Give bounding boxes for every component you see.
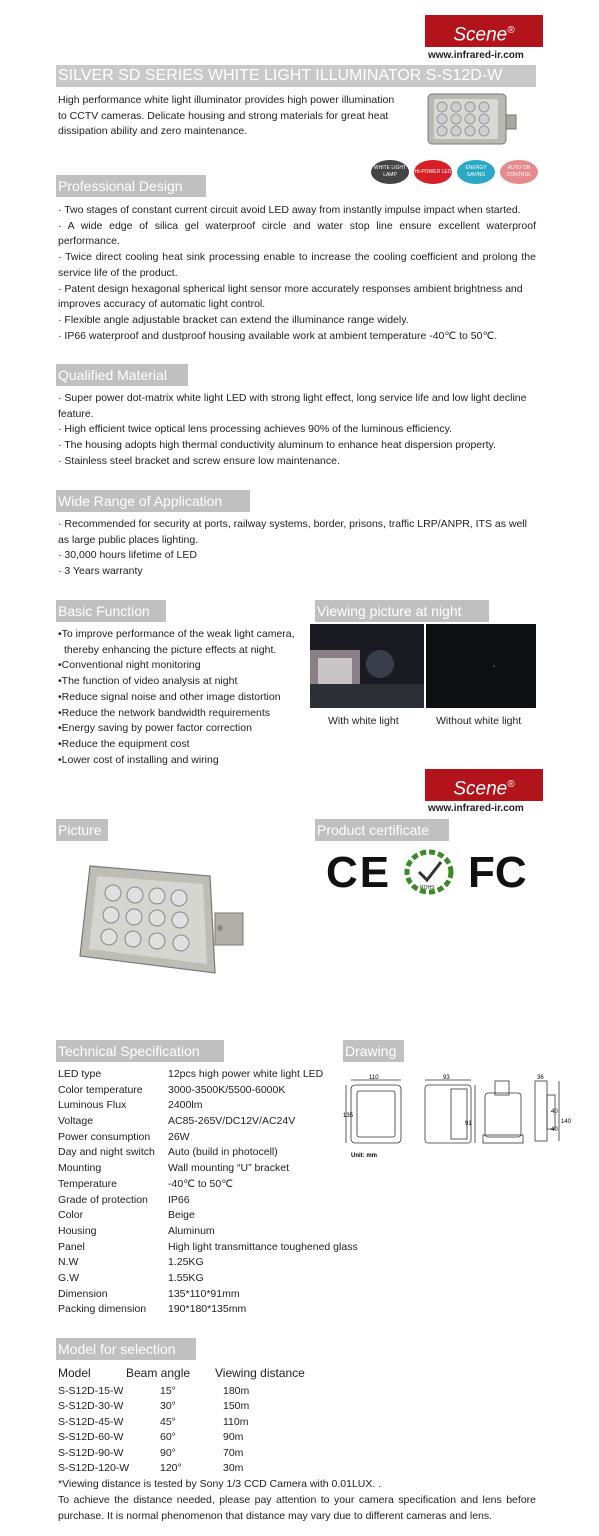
table-row: Dimension 135*110*91mm [58, 1287, 240, 1300]
night-photo-without-light [426, 624, 536, 708]
table-row: Color Beige [58, 1209, 195, 1222]
list-item: · 3 Years warranty [58, 565, 143, 578]
night-photo-with-light [310, 624, 424, 708]
list-item: •Lower cost of installing and wiring [58, 753, 219, 766]
brand-url[interactable]: www.infrared-ir.com [428, 50, 524, 61]
section-certificate-heading: Product certificate [315, 819, 449, 841]
table-row: Luminous Flux 2400lm [58, 1099, 203, 1112]
section-material-heading: Qualified Material [56, 364, 188, 386]
brand-url-2[interactable]: www.infrared-ir.com [428, 803, 524, 814]
basic-list [58, 627, 308, 768]
table-row: Grade of protection IP66 [58, 1193, 190, 1206]
models-advice: To achieve the distance needed, please pay attention to your camera specification and lens before purchase. It is normal phenomenon that distance may vary due to different cameras and lens. [58, 1494, 536, 1522]
badge-energy-saving: ENERGY SAVING [457, 160, 495, 184]
list-item: · IP66 waterproof and dustproof housing available work at ambient temperature -40℃ to 50℃. [58, 329, 498, 342]
dim-140: 140 [561, 1119, 572, 1125]
night-caption-with: With white light [328, 715, 399, 727]
list-item: · High efficient twice optical lens processing achieves 90% of the luminous efficiency. [58, 423, 452, 436]
material-list [58, 391, 536, 470]
product-thumbnail [426, 90, 521, 150]
badge-auto-control: AUTO ON CONTROL [500, 160, 538, 184]
section-professional-heading: Professional Design [56, 175, 206, 197]
dim-110: 110 [369, 1075, 379, 1081]
section-tech-heading: Technical Specification [56, 1040, 224, 1062]
section-drawing-heading: Drawing [343, 1040, 404, 1062]
table-row: Packing dimension 190*180*135mm [58, 1303, 247, 1316]
list-item: · Super power dot-matrix white light LED with strong light effect, long service life and low light decline feature. [58, 392, 527, 420]
list-item: · A wide edge of silica gel waterproof circle and water stop line ensure excellent waterproof performance. [58, 219, 536, 248]
section-basic-heading: Basic Function [56, 600, 166, 622]
list-item: •Conventional night monitoring [58, 659, 201, 672]
list-item: · Flexible angle adjustable bracket can extend the illuminance range widely. [58, 313, 409, 326]
dim-36: 36 [537, 1075, 544, 1081]
dim-40b: 40 [551, 1127, 558, 1133]
table-header: Model Beam angle Viewing distance [58, 1366, 305, 1380]
night-caption-without: Without white light [436, 715, 522, 727]
list-item: •To improve performance of the weak light camera, [58, 628, 295, 640]
table-row: S-S12D-45-W 45° 110m [58, 1415, 249, 1428]
section-application-heading: Wide Range of Application [56, 490, 250, 512]
list-item: •Reduce the equipment cost [58, 737, 190, 750]
section-models-heading: Model for selection [56, 1338, 196, 1360]
dim-135: 135 [343, 1113, 354, 1119]
badge-hi-power: HI-POWER LED [414, 160, 452, 184]
table-row: Temperature -40℃ to 50℃ [58, 1177, 234, 1190]
table-row: Panel High light transmittance toughened glass [58, 1240, 358, 1253]
table-row: S-S12D-60-W 60° 90m [58, 1431, 244, 1444]
rohs-label: ROHS [420, 885, 435, 891]
list-item: •Energy saving by power factor correction [58, 722, 252, 735]
table-row: Day and night switch Auto (build in photocell) [58, 1146, 278, 1159]
list-item: · 30,000 hours lifetime of LED [58, 549, 197, 562]
list-item: · Recommended for security at ports, railway systems, border, prisons, traffic LRP/ANPR, ITS as well as large public places lighting. [58, 518, 527, 546]
list-item: · Twice direct cooling heat sink processing enable to increase the cooling coefficient and prolong the service life of the product. [58, 251, 536, 279]
ce-mark: CE [326, 848, 392, 897]
list-item: •Reduce the network bandwidth requirements [58, 706, 271, 719]
dimension-drawing [343, 1073, 573, 1168]
list-item: thereby enhancing the picture effects at night. [64, 643, 277, 656]
models-note: *Viewing distance is tested by Sony 1/3 CCD Camera with 0.01LUX. . [58, 1478, 382, 1490]
table-row: S-S12D-120-W 120° 30m [58, 1461, 244, 1474]
list-item: · Two stages of constant current circuit avoid LED away from instantly impulse impact when started. [58, 204, 521, 216]
brand-logo-2: Scene® [425, 769, 543, 801]
brand-logo: Scene® [425, 15, 543, 47]
product-photo [75, 858, 250, 988]
dim-40a: 40 [551, 1109, 558, 1115]
table-row: Housing Aluminum [58, 1224, 215, 1237]
list-item: · Patent design hexagonal spherical light sensor more accurately responses ambient brightness and improves accuracy of automatic light control. [58, 282, 523, 311]
table-row: S-S12D-90-W 90° 70m [58, 1446, 244, 1459]
dim-91: 91 [465, 1121, 472, 1127]
models-table [58, 1366, 318, 1476]
dim-unit: Unit: mm [351, 1153, 377, 1159]
dim-93: 93 [443, 1075, 450, 1081]
table-row: N.W 1.25KG [58, 1256, 204, 1269]
table-row: G.W 1.55KG [58, 1271, 204, 1284]
table-row: LED type 12pcs high power white light LED [58, 1068, 324, 1080]
list-item: · Stainless steel bracket and screw ensure low maintenance. [58, 454, 340, 467]
table-row: Power consumption 26W [58, 1130, 190, 1143]
table-row: Voltage AC85-265V/DC12V/AC24V [58, 1115, 296, 1128]
table-row: Mounting Wall mounting “U” bracket [58, 1162, 289, 1175]
list-item: · The housing adopts high thermal conductivity aluminum to enhance heat dispersion property. [58, 439, 496, 452]
list-item: •Reduce signal noise and other image distortion [58, 690, 281, 703]
intro-text: High performance white light illuminator provides high power illumination to CCTV cameras. Delicate housing and strong materials for great heat dissipation ability and zero maintenance. [58, 94, 395, 138]
list-item: •The function of video analysis at night [58, 675, 238, 688]
section-picture-heading: Picture [56, 819, 108, 841]
page-title: SILVER SD SERIES WHITE LIGHT ILLUMINATOR S-S12D-W [56, 65, 536, 87]
section-night-heading: Viewing picture at night [315, 600, 489, 622]
badge-white-light: WHITE LIGHT LAMP [371, 160, 409, 184]
table-row: Color temperature 3000-3500K/5500-6000K [58, 1083, 286, 1096]
professional-list [58, 203, 536, 344]
table-row: S-S12D-30-W 30° 150m [58, 1400, 250, 1413]
spec-table [58, 1067, 358, 1318]
table-row: S-S12D-15-W 15° 180m [58, 1385, 250, 1397]
application-list [58, 517, 536, 580]
fc-mark: FC [468, 848, 527, 897]
